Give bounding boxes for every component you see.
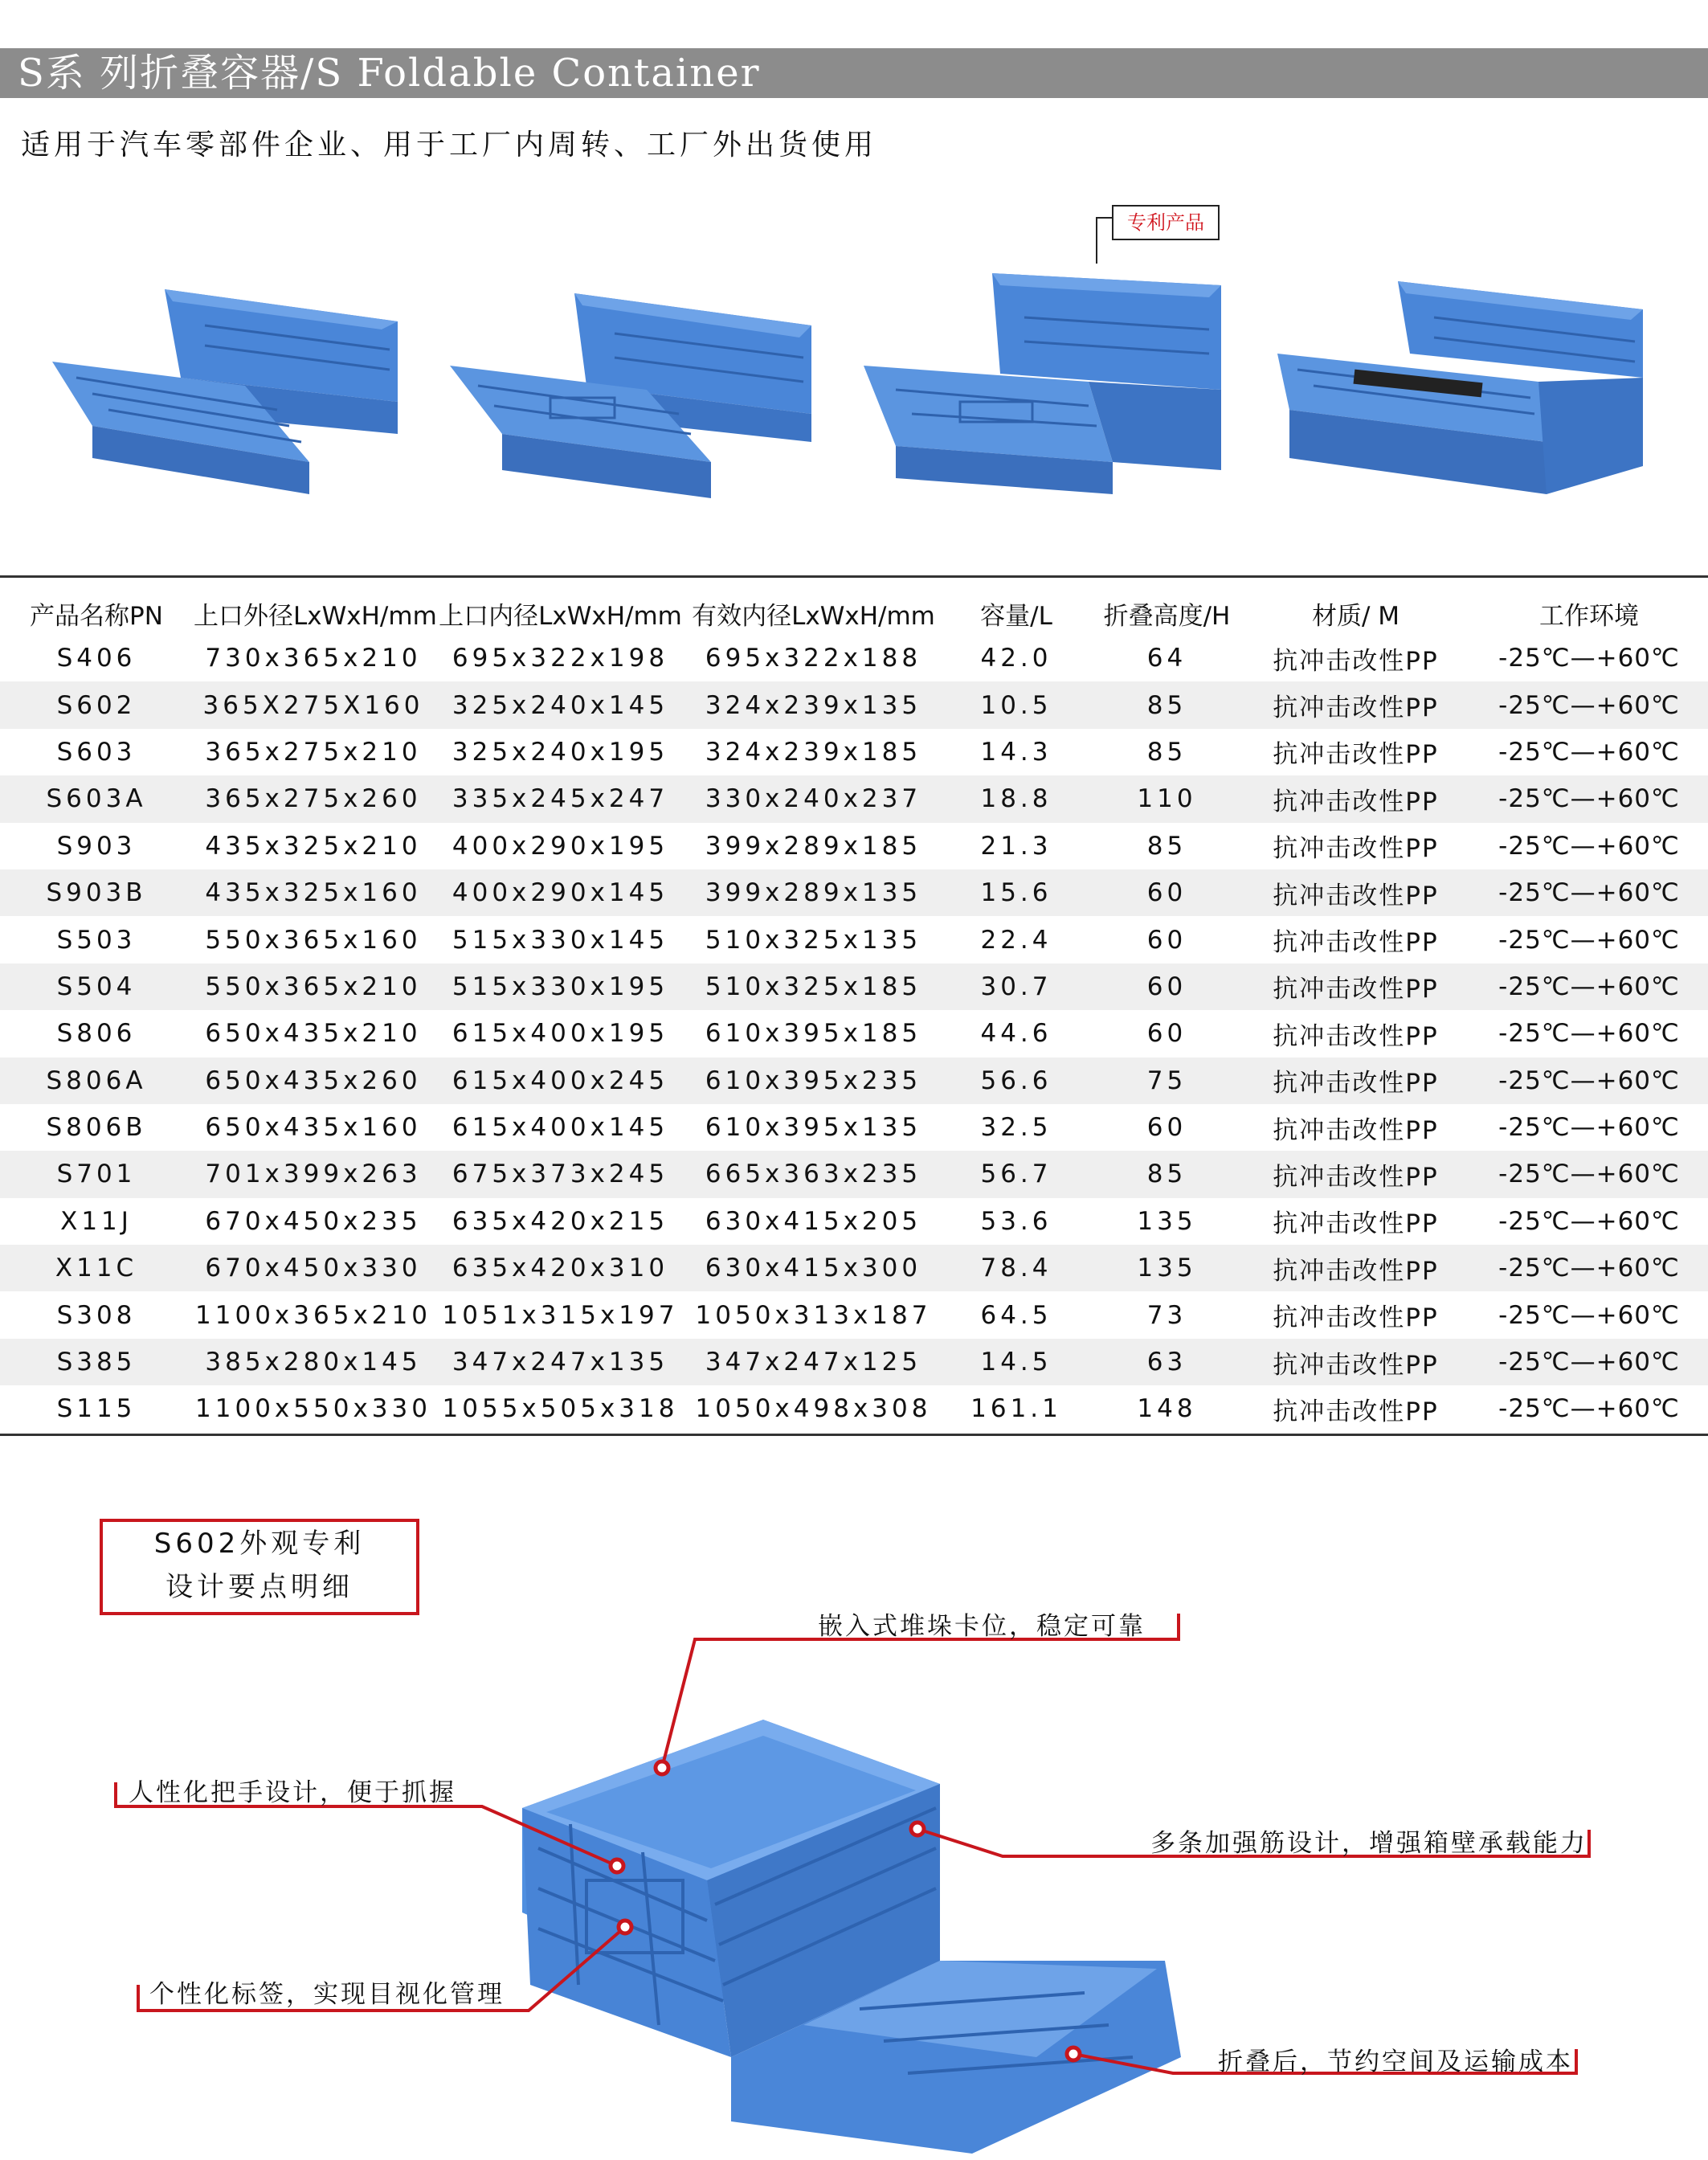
cell-effective-dims: 510x325x135 <box>705 925 922 955</box>
cell-inner-dims: 400x290x195 <box>452 831 669 861</box>
cell-effective-dims: 1050x498x308 <box>695 1394 932 1424</box>
title-suffix: /S Foldable Container <box>300 51 761 96</box>
patent-badge: 专利产品 <box>1112 205 1220 240</box>
callout-stacking: 嵌入式堆垛卡位，稳定可靠 <box>818 1612 1146 1641</box>
cell-inner-dims: 515x330x195 <box>434 963 687 1010</box>
cell-effective-dims: 399x289x185 <box>705 831 922 861</box>
cell-outer-dims: 550x365x210 <box>193 963 434 1010</box>
cell-outer-dims: 550x365x160 <box>205 925 422 955</box>
detail-box-line1: S602外观专利 <box>153 1528 366 1560</box>
cell-capacity: 30.7 <box>940 963 1093 1010</box>
cell-capacity: 161.1 <box>970 1394 1062 1424</box>
cell-material: 抗冲击改性PP <box>1273 1397 1439 1426</box>
cell-outer-dims: 670x450x330 <box>193 1245 434 1291</box>
cell-capacity: 14.5 <box>940 1339 1093 1385</box>
cell-pn: X11C <box>0 1245 193 1291</box>
cell-inner-dims: 325x240x195 <box>452 737 669 767</box>
cell-capacity: 44.6 <box>980 1019 1052 1049</box>
cell-environment: -25℃—+60℃ <box>1498 1206 1680 1236</box>
cell-material: 抗冲击改性PP <box>1273 646 1439 676</box>
header-outer-dims: 上口外径LxWxH/mm <box>194 601 437 631</box>
cell-material: 抗冲击改性PP <box>1241 963 1470 1010</box>
cell-capacity: 32.5 <box>980 1113 1052 1143</box>
detail-box-line2: 设计要点明细 <box>165 1571 353 1603</box>
cell-fold-height: 85 <box>1146 831 1187 861</box>
cell-effective-dims: 347x247x125 <box>687 1339 940 1385</box>
callout-ribs: 多条加强筋设计，增强箱壁承载能力 <box>1150 1829 1587 1858</box>
cell-fold-height: 110 <box>1093 775 1241 822</box>
cell-fold-height: 148 <box>1137 1394 1197 1424</box>
cell-pn: S385 <box>0 1339 193 1385</box>
cell-material: 抗冲击改性PP <box>1273 740 1439 770</box>
cell-environment: -25℃—+60℃ <box>1498 1019 1680 1049</box>
cell-capacity: 22.4 <box>980 925 1052 955</box>
cell-outer-dims: 701x399x263 <box>193 1151 434 1197</box>
cell-inner-dims: 615x400x245 <box>434 1058 687 1104</box>
cell-material: 抗冲击改性PP <box>1273 1021 1439 1051</box>
cell-material: 抗冲击改性PP <box>1273 834 1439 864</box>
cell-capacity: 10.5 <box>940 681 1093 728</box>
cell-pn: S806 <box>56 1019 137 1049</box>
cell-pn: S308 <box>56 1300 137 1330</box>
cell-material: 抗冲击改性PP <box>1273 928 1439 958</box>
header-inner-dims: 上口内径LxWxH/mm <box>439 601 682 631</box>
cell-inner-dims: 695x322x198 <box>452 644 669 673</box>
cell-effective-dims: 610x395x185 <box>705 1019 922 1049</box>
cell-fold-height: 73 <box>1146 1300 1187 1330</box>
cell-outer-dims: 650x435x260 <box>193 1058 434 1104</box>
page-subtitle: 适用于汽车零部件企业、用于工厂内周转、工厂外出货使用 <box>21 129 878 162</box>
cell-effective-dims: 330x240x237 <box>687 775 940 822</box>
cell-environment: -25℃—+60℃ <box>1470 1058 1708 1104</box>
cell-environment: -25℃—+60℃ <box>1498 1300 1680 1330</box>
cell-outer-dims: 365x275x210 <box>205 737 422 767</box>
cell-capacity: 56.6 <box>940 1058 1093 1104</box>
cell-inner-dims: 1051x315x197 <box>442 1300 679 1330</box>
cell-material: 抗冲击改性PP <box>1241 1245 1470 1291</box>
cell-pn: S806B <box>46 1113 147 1143</box>
cell-fold-height: 135 <box>1137 1206 1197 1236</box>
cell-material: 抗冲击改性PP <box>1273 1115 1439 1145</box>
cell-effective-dims: 665x363x235 <box>687 1151 940 1197</box>
cell-material: 抗冲击改性PP <box>1241 1058 1470 1104</box>
cell-inner-dims: 400x290x145 <box>434 869 687 916</box>
cell-inner-dims: 635x420x310 <box>434 1245 687 1291</box>
cell-environment: -25℃—+60℃ <box>1470 1339 1708 1385</box>
cell-effective-dims: 324x239x185 <box>705 737 922 767</box>
cell-effective-dims: 399x289x135 <box>687 869 940 916</box>
cell-inner-dims: 515x330x145 <box>452 925 669 955</box>
cell-pn: S406 <box>56 644 137 673</box>
cell-outer-dims: 365X275X160 <box>193 681 434 728</box>
cell-inner-dims: 635x420x215 <box>452 1206 669 1236</box>
cell-capacity: 42.0 <box>980 644 1052 673</box>
cell-environment: -25℃—+60℃ <box>1498 644 1680 673</box>
cell-effective-dims: 610x395x235 <box>687 1058 940 1104</box>
cell-inner-dims: 615x400x145 <box>452 1113 669 1143</box>
cell-material: 抗冲击改性PP <box>1241 869 1470 916</box>
cell-pn: S115 <box>56 1394 137 1424</box>
cell-fold-height: 135 <box>1093 1245 1241 1291</box>
cell-environment: -25℃—+60℃ <box>1498 1113 1680 1143</box>
cell-environment: -25℃—+60℃ <box>1498 1394 1680 1424</box>
cell-outer-dims: 1100x365x210 <box>195 1300 431 1330</box>
cell-pn: S903B <box>0 869 193 916</box>
cell-pn: S602 <box>0 681 193 728</box>
cell-environment: -25℃—+60℃ <box>1498 737 1680 767</box>
cell-pn: S806A <box>0 1058 193 1104</box>
cell-environment: -25℃—+60℃ <box>1498 831 1680 861</box>
header-material: 材质/ M <box>1311 601 1400 631</box>
cell-outer-dims: 385x280x145 <box>193 1339 434 1385</box>
cell-environment: -25℃—+60℃ <box>1470 1245 1708 1291</box>
callout-folded: 折叠后，节约空间及运输成本 <box>1218 2048 1573 2076</box>
callout-label: 个性化标签，实现目视化管理 <box>149 1980 505 2009</box>
cell-inner-dims: 325x240x145 <box>434 681 687 728</box>
cell-outer-dims: 650x435x210 <box>205 1019 422 1049</box>
cell-inner-dims: 1055x505x318 <box>442 1394 679 1424</box>
cell-environment: -25℃—+60℃ <box>1470 681 1708 728</box>
cell-capacity: 14.3 <box>980 737 1052 767</box>
cell-fold-height: 63 <box>1093 1339 1241 1385</box>
cell-inner-dims: 675x373x245 <box>434 1151 687 1197</box>
cell-fold-height: 85 <box>1146 737 1187 767</box>
cell-fold-height: 85 <box>1093 1151 1241 1197</box>
header-effective-dims: 有效内径LxWxH/mm <box>692 601 935 631</box>
cell-environment: -25℃—+60℃ <box>1470 1151 1708 1197</box>
cell-material: 抗冲击改性PP <box>1241 1339 1470 1385</box>
cell-fold-height: 75 <box>1093 1058 1241 1104</box>
cell-outer-dims: 1100x550x330 <box>195 1394 431 1424</box>
cell-outer-dims: 650x435x160 <box>205 1113 422 1143</box>
cell-material: 抗冲击改性PP <box>1241 681 1470 728</box>
cell-effective-dims: 630x415x300 <box>687 1245 940 1291</box>
cell-environment: -25℃—+60℃ <box>1498 925 1680 955</box>
cell-fold-height: 60 <box>1093 963 1241 1010</box>
cell-fold-height: 60 <box>1146 925 1187 955</box>
cell-fold-height: 64 <box>1146 644 1187 673</box>
cell-effective-dims: 1050x313x187 <box>695 1300 932 1330</box>
cell-inner-dims: 347x247x135 <box>434 1339 687 1385</box>
cell-outer-dims: 435x325x210 <box>205 831 422 861</box>
cell-environment: -25℃—+60℃ <box>1470 869 1708 916</box>
title-main: 系 列折叠容器 <box>45 51 301 96</box>
cell-pn: S603 <box>56 737 137 767</box>
title-prefix: S <box>18 51 46 96</box>
cell-capacity: 64.5 <box>980 1300 1052 1330</box>
header-pn: 产品名称PN <box>30 601 163 631</box>
cell-material: 抗冲击改性PP <box>1273 1303 1439 1333</box>
cell-outer-dims: 365x275x260 <box>193 775 434 822</box>
cell-effective-dims: 630x415x205 <box>705 1206 922 1236</box>
cell-fold-height: 60 <box>1146 1113 1187 1143</box>
cell-effective-dims: 324x239x135 <box>687 681 940 728</box>
cell-pn: X11J <box>60 1206 133 1236</box>
cell-environment: -25℃—+60℃ <box>1470 775 1708 822</box>
cell-effective-dims: 510x325x185 <box>687 963 940 1010</box>
cell-capacity: 53.6 <box>980 1206 1052 1236</box>
cell-pn: S503 <box>56 925 137 955</box>
cell-pn: S504 <box>0 963 193 1010</box>
cell-fold-height: 60 <box>1093 869 1241 916</box>
cell-capacity: 15.6 <box>940 869 1093 916</box>
cell-effective-dims: 610x395x135 <box>705 1113 922 1143</box>
cell-material: 抗冲击改性PP <box>1273 1209 1439 1239</box>
header-fold-height: 折叠高度/H <box>1103 601 1231 631</box>
cell-material: 抗冲击改性PP <box>1241 1151 1470 1197</box>
cell-capacity: 56.7 <box>940 1151 1093 1197</box>
cell-pn: S701 <box>0 1151 193 1197</box>
cell-capacity: 21.3 <box>980 831 1052 861</box>
cell-pn: S903 <box>56 831 137 861</box>
cell-environment: -25℃—+60℃ <box>1470 963 1708 1010</box>
cell-fold-height: 85 <box>1093 681 1241 728</box>
callout-handle: 人性化把手设计，便于抓握 <box>129 1778 456 1807</box>
cell-capacity: 78.4 <box>940 1245 1093 1291</box>
cell-fold-height: 60 <box>1146 1019 1187 1049</box>
cell-outer-dims: 435x325x160 <box>193 869 434 916</box>
cell-capacity: 18.8 <box>940 775 1093 822</box>
cell-inner-dims: 615x400x195 <box>452 1019 669 1049</box>
cell-effective-dims: 695x322x188 <box>705 644 922 673</box>
cell-outer-dims: 730x365x210 <box>205 644 422 673</box>
cell-inner-dims: 335x245x247 <box>434 775 687 822</box>
cell-pn: S603A <box>0 775 193 822</box>
cell-outer-dims: 670x450x235 <box>205 1206 422 1236</box>
cell-material: 抗冲击改性PP <box>1241 775 1470 822</box>
header-capacity: 容量/L <box>980 601 1052 631</box>
header-environment: 工作环境 <box>1539 601 1639 631</box>
